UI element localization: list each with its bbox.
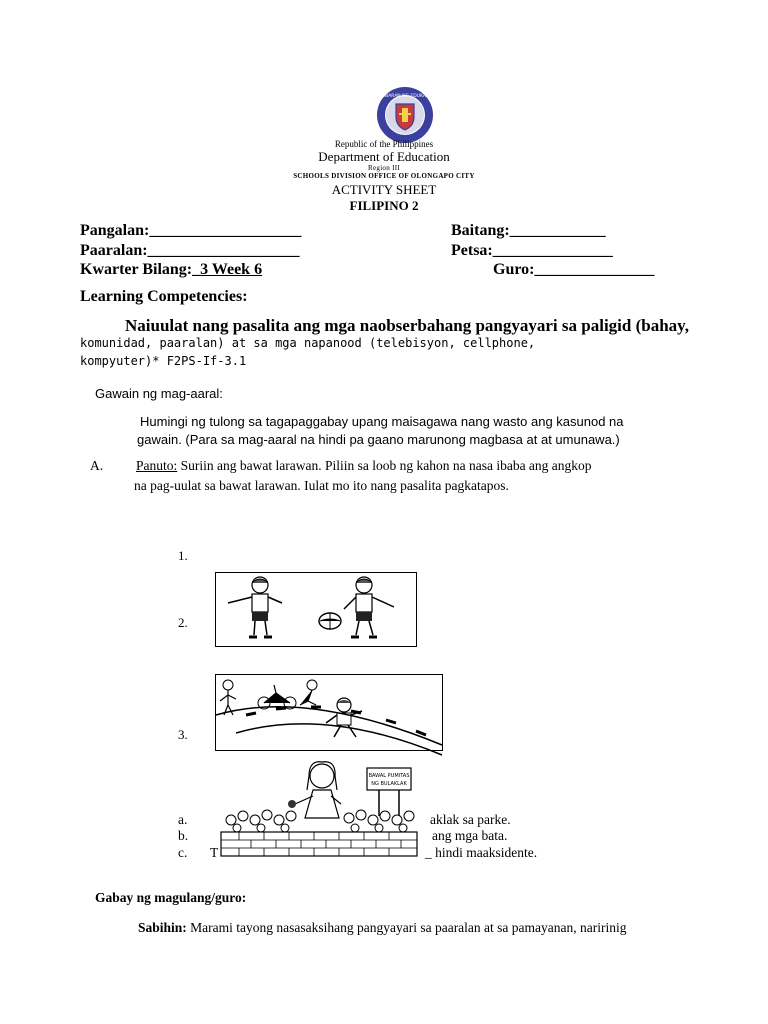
panuto-line-1 [136, 458, 592, 474]
guro-field[interactable]: Guro:_______________ [493, 261, 655, 278]
gabay-heading: Gabay ng magulang/guro: [95, 890, 247, 905]
sabihin-line [138, 920, 627, 936]
petsa-field[interactable]: Petsa:_______________ [451, 242, 613, 259]
competency-line-2: komunidad, paaralan) at sa mga napanood (telebisyon, cellphone, [80, 336, 536, 350]
picture-kids-playing-ball [215, 572, 417, 647]
choice-a-text: aklak sa parke. [430, 812, 511, 827]
choice-c-start: T [210, 845, 219, 860]
item-number-3: 3. [178, 727, 188, 742]
competencies-heading: Learning Competencies: [80, 288, 248, 305]
gawain-line-1: Humingi ng tulong sa tagapaggabay upang maisagawa nang wasto ang kasunod na [140, 414, 624, 429]
paaralan-field[interactable]: Paaralan:___________________ [80, 242, 300, 259]
sign-lettering-2: NG BULAKLAK [371, 781, 407, 787]
panuto-text-1: Suriin ang bawat larawan. Piliin sa loob ng kahon na nasa ibaba ang angkop [177, 458, 592, 473]
sabihin-label: Sabihin: [138, 920, 187, 935]
sabihin-text: Marami tayong nasasaksihang pangyayari sa paaralan at sa pamayanan, naririnig [186, 920, 627, 935]
panuto-line-2: na pag-uulat sa bawat larawan. Iulat mo ito nang pasalita pagkatapos. [134, 478, 509, 493]
sign-lettering: BAWAL PUMITAS [368, 773, 410, 779]
kwarter-field[interactable] [80, 261, 262, 279]
baitang-field[interactable]: Baitang:____________ [451, 222, 606, 239]
panuto-letter: A. [90, 458, 104, 473]
choice-c-letter: c. [178, 845, 188, 860]
kwarter-value: _3 Week 6 [192, 261, 263, 278]
deped-seal [371, 86, 439, 144]
choice-a-letter: a. [178, 812, 188, 827]
competency-line-1: Naiuulat nang pasalita ang mga naobserbahang pangyayari sa paligid (bahay, [125, 316, 689, 335]
region-line: Region III [368, 164, 400, 172]
choice-b-text: ang mga bata. [432, 828, 508, 843]
item-number-2: 2. [178, 615, 188, 630]
kwarter-label: Kwarter Bilang: [80, 261, 193, 278]
division-line: SCHOOLS DIVISION OFFICE OF OLONGAPO CITY [293, 172, 475, 180]
pangalan-field[interactable]: Pangalan:___________________ [80, 222, 302, 239]
choice-b-letter: b. [178, 828, 189, 843]
choice-c-text: _ hindi maaksidente. [425, 845, 538, 860]
seal-lettering: KAGAWARAN NG EDUKASYON [371, 94, 439, 99]
gawain-heading: Gawain ng mag-aaral: [95, 386, 223, 401]
item-number-1: 1. [178, 548, 188, 563]
department-line: Department of Education [318, 149, 450, 164]
competency-line-3: kompyuter)* F2PS-If-3.1 [80, 354, 247, 368]
subject-title: FILIPINO 2 [349, 198, 419, 213]
picture-girl-flowers-sign [219, 758, 419, 858]
picture-kids-running-road [215, 674, 443, 751]
republic-line: Republic of the Philippines [334, 139, 434, 149]
panuto-label: Panuto: [136, 458, 178, 473]
sheet-title: ACTIVITY SHEET [331, 182, 437, 197]
gawain-line-2: gawain. (Para sa mag-aaral na hindi pa gaano marunong magbasa at at umunawa.) [137, 432, 620, 447]
